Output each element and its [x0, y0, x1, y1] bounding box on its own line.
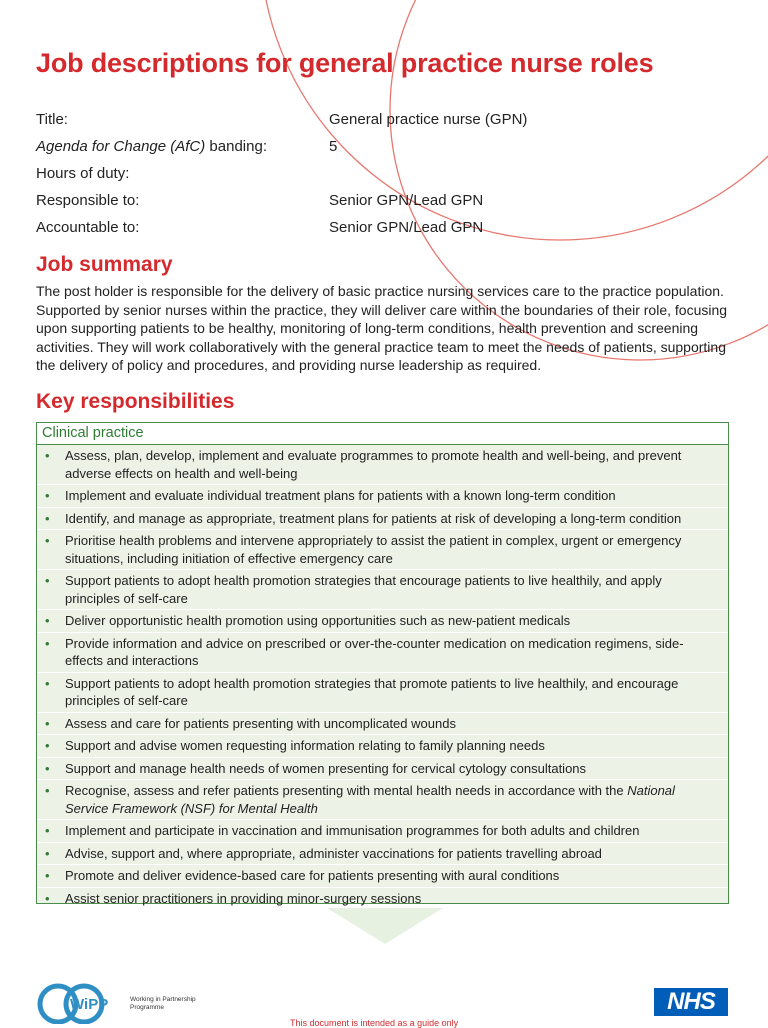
list-item: • Assist senior practitioners in providing minor-surgery sessions	[37, 888, 728, 911]
list-item: • Deliver opportunistic health promotion using opportunities such as new-patient medicals	[37, 610, 728, 633]
list-item: • Assess and care for patients presenting with uncomplicated wounds	[37, 713, 728, 736]
detail-value: General practice nurse (GPN)	[329, 111, 528, 128]
detail-label: Hours of duty:	[36, 165, 130, 182]
job-summary-heading: Job summary	[36, 253, 173, 276]
list-item: • Assess, plan, develop, implement and evaluate programmes to promote health and well-being, and prevent adverse effects on health and well-being	[37, 445, 728, 485]
afc-label: Agenda for Change (AfC)	[36, 138, 206, 155]
list-item: • Support patients to adopt health promotion strategies that promote patients to live healthily, and encourage principles of self-care	[37, 673, 728, 713]
nhs-logo: NHS	[654, 988, 728, 1016]
nsf-item-text: Recognise, assess and refer patients presenting with mental health needs in accordance with the	[65, 783, 628, 798]
detail-value	[329, 162, 596, 189]
list-item: • Implement and evaluate individual treatment plans for patients with a known long-term condition	[37, 485, 728, 508]
wipp-programme-name: Working in Partnership Programme	[130, 996, 196, 1011]
list-item: • Identify, and manage as appropriate, treatment plans for patients at risk of developing a long-term condition	[37, 508, 728, 531]
detail-value: Senior GPN/Lead GPN	[329, 192, 484, 209]
clinical-practice-box	[36, 422, 729, 904]
list-item: • Promote and deliver evidence-based care for patients presenting with aural conditions	[37, 865, 728, 888]
detail-row-accountable	[36, 216, 596, 243]
list-item: • Prioritise health problems and intervene appropriately to assist the patient in complex, urgent or emergency situations, including initiation of effective emergency care	[37, 530, 728, 570]
key-responsibilities-heading: Key responsibilities	[36, 390, 235, 413]
detail-row-hours	[36, 162, 596, 189]
detail-value: 5	[329, 138, 338, 155]
detail-label: Responsible to:	[36, 192, 140, 209]
continue-arrow-icon	[327, 908, 443, 944]
responsibility-list	[37, 445, 728, 910]
detail-row-banding	[36, 135, 596, 162]
list-item: • Support and manage health needs of women presenting for cervical cytology consultations	[37, 758, 728, 781]
footer-note: This document is intended as a guide only	[290, 1018, 459, 1028]
list-item: • Support patients to adopt health promotion strategies that encourage patients to live healthily, and apply principles of self-care	[37, 570, 728, 610]
list-item: • Implement and participate in vaccination and immunisation programmes for both adults and children	[37, 820, 728, 843]
detail-label	[36, 135, 329, 162]
list-item-nsf	[37, 780, 728, 820]
detail-row-responsible	[36, 189, 596, 216]
wipp-logo-text: WiPP	[70, 996, 109, 1013]
list-item: • Support and advise women requesting information relating to family planning needs	[37, 735, 728, 758]
detail-label: Title:	[36, 111, 68, 128]
detail-value: Senior GPN/Lead GPN	[329, 219, 484, 236]
list-item: • Advise, support and, where appropriate, administer vaccinations for patients travelling abroad	[37, 843, 728, 866]
detail-label: Accountable to:	[36, 219, 140, 236]
detail-row-title	[36, 108, 596, 135]
nsf-title: National Service Framework (NSF) for Mental Health	[65, 783, 675, 816]
clinical-practice-heading: Clinical practice	[37, 423, 728, 445]
banding-label: banding:	[205, 138, 267, 155]
job-summary-text: The post holder is responsible for the delivery of basic practice nursing services care to the practice population. Supported by senior nurses within the practice, they will deliver care within the boundaries of their role, focusing upon supporting patients to be healthy, monitoring of long-term conditions, health prevention and screening activities. They will work collaboratively with the general practice team to meet the needs of patients, supporting the delivery of policy and procedures, and providing nurse leadership as required.	[36, 283, 728, 373]
page-title: Job descriptions for general practice nurse roles	[36, 48, 654, 78]
list-item: • Provide information and advice on prescribed or over-the-counter medication on medication regimens, side-effects and interactions	[37, 633, 728, 673]
job-details	[36, 108, 596, 243]
